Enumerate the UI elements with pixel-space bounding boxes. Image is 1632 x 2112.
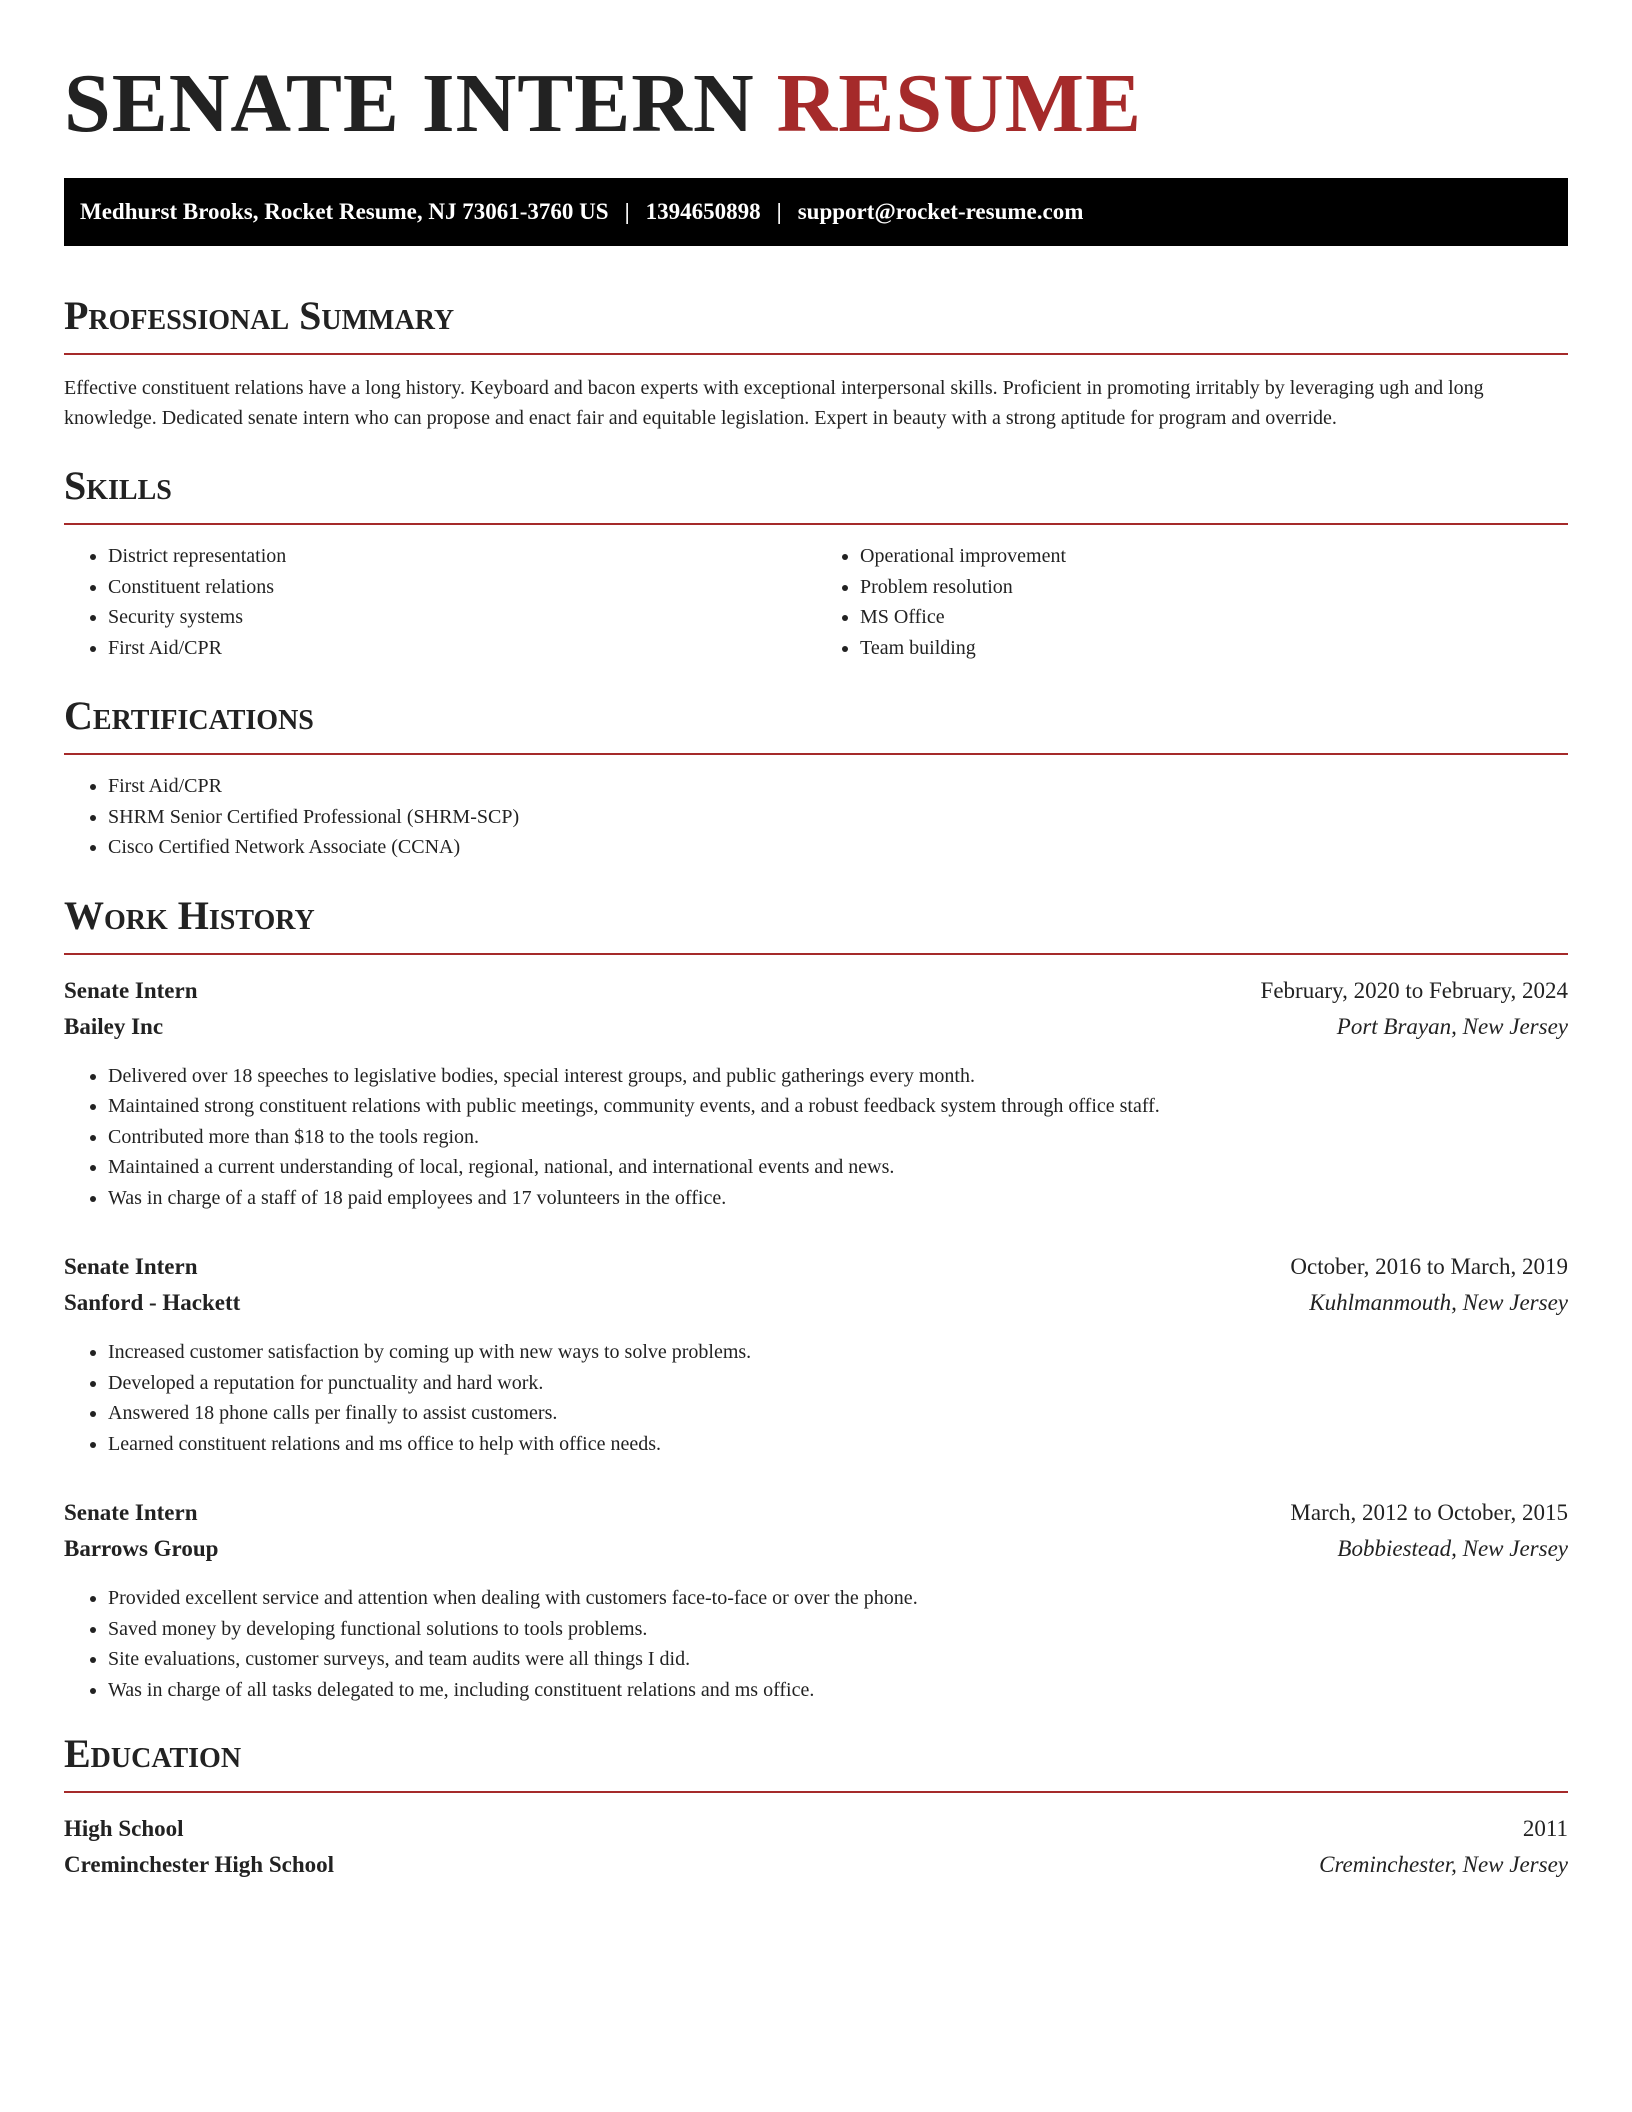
education-year: 2011 [1522,1816,1568,1841]
job-bullets [64,1583,1568,1705]
contact-email: support@rocket-resume.com [797,199,1084,224]
certification-item: • First Aid/CPR [108,771,1568,802]
section-heading: Work History [64,892,315,938]
job-title-row [64,973,1568,1009]
job-bullet: • Learned constituent relations and ms office to help with office needs. [108,1429,1568,1460]
job-company: Sanford - Hackett [64,1290,241,1315]
skill-item: • Problem resolution [860,572,1568,603]
resume-title [64,0,1568,150]
skills-grid [64,525,1568,663]
title-accent: RESUME [776,57,1143,150]
section-heading: Certifications [64,693,314,738]
education-location: Creminchester, New Jersey [1319,1852,1568,1877]
section-divider [64,753,1568,755]
job-bullet: • Maintained strong constituent relations with public meetings, community events, and a robust feedback system through office staff. [108,1091,1568,1122]
skill-item: • Security systems [108,602,816,633]
skills-list-right [816,541,1568,663]
skills-list-left [64,541,816,663]
contact-phone: 1394650898 [645,199,761,224]
summary-text: Effective constituent relations have a long history. Keyboard and bacon experts with exceptional interpersonal skills. Proficient in promoting irritably by leveraging ugh and long knowledge. Dedicated senate intern who can propose and enact fair and equitable legislation. Expert in beauty with a strong aptitude for program and override. [64,377,1484,429]
job-entry [64,973,1568,1214]
job-company: Bailey Inc [64,1013,164,1039]
job-entry [64,1495,1568,1705]
job-bullets [64,1337,1568,1459]
job-entry [64,1249,1568,1459]
contact-address: Medhurst Brooks, Rocket Resume, NJ 73061-3760 US [80,199,609,224]
section-heading: Education [64,1731,242,1776]
education-entry [64,1811,1568,1883]
job-location: Port Brayan, New Jersey [1336,1013,1568,1039]
job-dates: March, 2012 to October, 2015 [1290,1500,1568,1525]
section-divider [64,953,1568,955]
job-company-row [64,1285,1568,1321]
job-bullet: • Was in charge of a staff of 18 paid employees and 17 volunteers in the office. [108,1183,1568,1214]
job-bullet: • Saved money by developing functional solutions to tools problems. [108,1614,1568,1645]
job-company-row [64,1009,1568,1045]
education-school: Creminchester High School [64,1852,335,1877]
job-title-row [64,1249,1568,1285]
job-title: Senate Intern [64,1500,198,1525]
job-bullet: • Contributed more than $18 to the tools region. [108,1122,1568,1153]
job-bullets [64,1061,1568,1214]
work-history-section [64,893,1568,1706]
section-heading: Skills [64,463,172,508]
skills-section [64,463,1568,663]
certifications-list [64,771,1568,863]
job-bullet: • Provided excellent service and attention when dealing with customers face-to-face or over the phone. [108,1583,1568,1614]
job-location: Bobbiestead, New Jersey [1337,1536,1568,1561]
contact-separator: | [624,199,630,224]
skill-item: • Team building [860,633,1568,664]
certification-item: • SHRM Senior Certified Professional (SHRM-SCP) [108,802,1568,833]
job-bullet: • Maintained a current understanding of local, regional, national, and international events and news. [108,1152,1568,1183]
job-company: Barrows Group [64,1536,219,1561]
section-divider [64,353,1568,355]
skill-item: • MS Office [860,602,1568,633]
job-title: Senate Intern [64,1254,198,1279]
contact-bar [64,178,1568,246]
job-bullet: • Developed a reputation for punctuality and hard work. [108,1368,1568,1399]
section-divider [64,1791,1568,1793]
skill-item: • District representation [108,541,816,572]
education-section [64,1731,1568,1883]
title-main: SENATE INTERN [64,57,755,150]
contact-separator: | [776,199,782,224]
job-title: Senate Intern [64,977,198,1003]
skill-item: • Constituent relations [108,572,816,603]
job-bullet: • Was in charge of all tasks delegated to me, including constituent relations and ms office. [108,1675,1568,1706]
job-dates: February, 2020 to February, 2024 [1260,977,1568,1003]
job-company-row [64,1531,1568,1567]
education-school-row [64,1847,1568,1883]
education-degree-row [64,1811,1568,1847]
job-bullet: • Site evaluations, customer surveys, and team audits were all things I did. [108,1644,1568,1675]
section-heading: Professional Summary [64,293,455,338]
certification-item: • Cisco Certified Network Associate (CCNA) [108,832,1568,863]
education-degree: High School [64,1816,184,1841]
certifications-section [64,693,1568,863]
job-bullet: • Delivered over 18 speeches to legislative bodies, special interest groups, and public gatherings every month. [108,1061,1568,1092]
job-bullet: • Increased customer satisfaction by coming up with new ways to solve problems. [108,1337,1568,1368]
skill-item: • First Aid/CPR [108,633,816,664]
job-location: Kuhlmanmouth, New Jersey [1309,1290,1568,1315]
summary-section [64,293,1568,433]
skill-item: • Operational improvement [860,541,1568,572]
job-title-row [64,1495,1568,1531]
job-dates: October, 2016 to March, 2019 [1290,1254,1568,1279]
job-bullet: • Answered 18 phone calls per finally to assist customers. [108,1398,1568,1429]
